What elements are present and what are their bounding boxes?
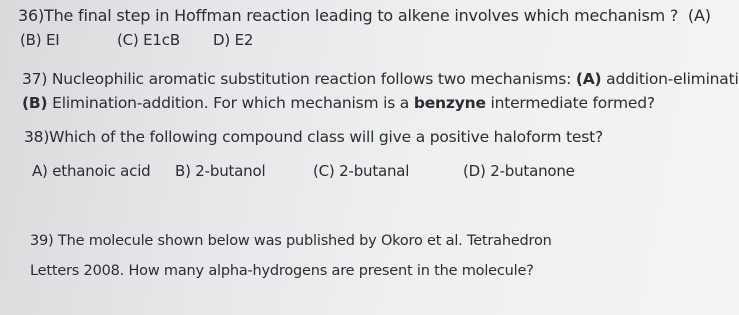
question-39-line-2: Letters 2008. How many alpha-hydrogens are present in the molecule? [30,263,534,279]
option-36-d: D) E2 [213,31,254,49]
question-37-line-2: (B) Elimination-addition. For which mechanism is a benzyne intermediate formed? [22,94,655,112]
option-38-c: (C) 2-butanal [313,162,410,180]
option-36-b: (B) EI [20,31,60,49]
option-38-b: B) 2-butanol [175,162,266,180]
question-38-text: 38)Which of the following compound class will give a positive haloform test? [24,128,604,146]
option-38-d: (D) 2-butanone [463,162,575,180]
question-36-text: 36)The final step in Hoffman reaction leading to alkene involves which mechanism ? (A) [18,6,711,25]
option-38-a: A) ethanoic acid [32,162,151,180]
question-37-line-1: 37) Nucleophilic aromatic substitution reaction follows two mechanisms: (A) addition-eliminati [22,70,739,88]
question-39-line-1: 39) The molecule shown below was published by Okoro et al. Tetrahedron [30,233,552,249]
option-36-a: (A) [687,6,711,25]
option-36-c: (C) E1cB [117,31,180,49]
